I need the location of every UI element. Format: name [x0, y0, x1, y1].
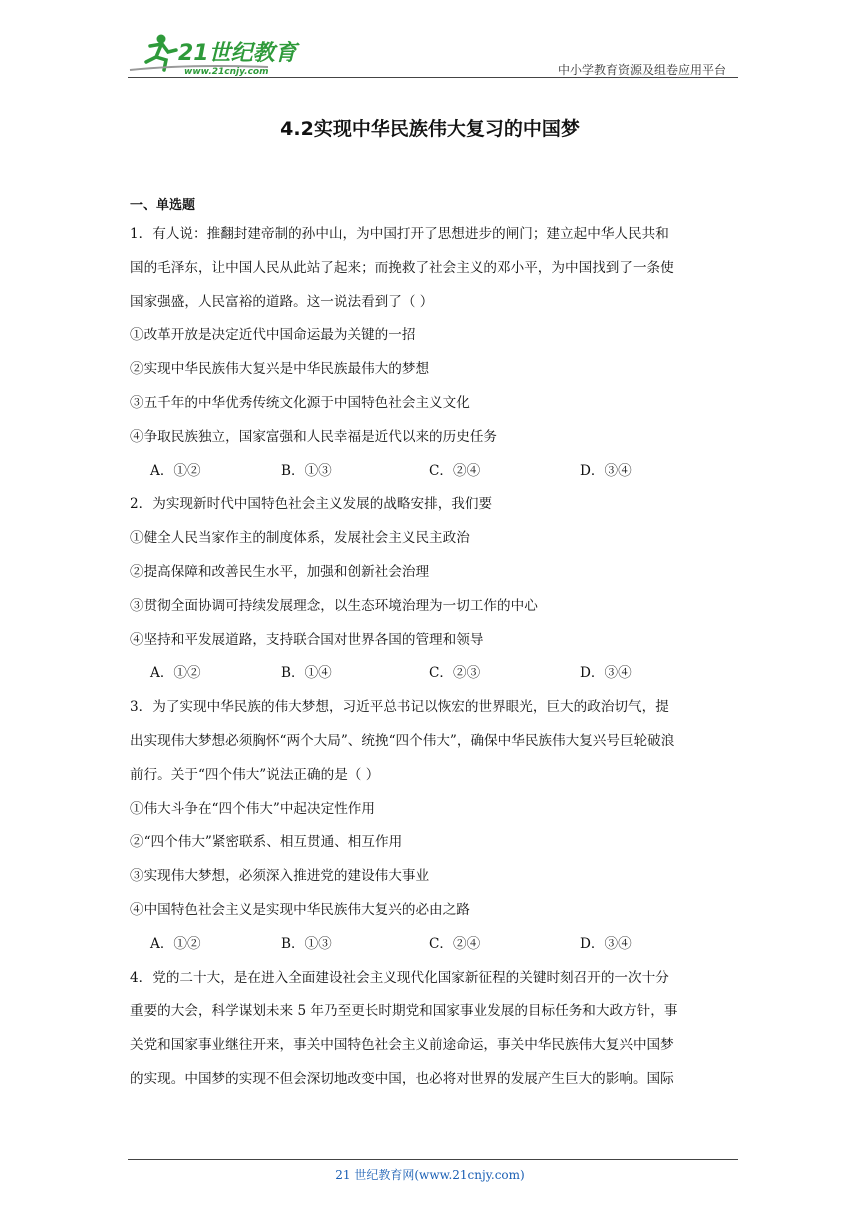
option-d: D．③④	[580, 665, 632, 682]
svg-text:21世纪教育: 21世纪教育	[178, 41, 297, 66]
option-b: B．①③	[281, 462, 332, 479]
question-text: 4．党的二十大，是在进入全面建设社会主义现代化国家新征程的关键时刻召开的一次十分	[130, 969, 669, 986]
option-c: C．②③	[429, 665, 481, 682]
question-text: 前行。关于“四个伟大”说法正确的是（ ）	[130, 766, 380, 783]
logo-21cnjy	[128, 30, 308, 76]
option-d: D．③④	[580, 935, 632, 952]
statement: ②实现中华民族伟大复兴是中华民族最伟大的梦想	[130, 361, 430, 378]
question-3	[130, 691, 730, 961]
option-a: A．①②	[150, 935, 201, 952]
question-text: 出实现伟大梦想必须胸怀“两个大局”、统挽“四个伟大”，确保中华民族伟大复兴号巨轮破浪	[130, 732, 675, 749]
answer-options	[130, 455, 730, 489]
statement: ③五千年的中华优秀传统文化源于中国特色社会主义文化	[130, 394, 470, 411]
option-b: B．①③	[281, 935, 332, 952]
platform-name: 中小学教育资源及组卷应用平台	[557, 63, 726, 77]
statement: ①伟大斗争在“四个伟大”中起决定性作用	[130, 800, 375, 817]
question-text: 国的毛泽东，让中国人民从此站了起来；而挽救了社会主义的邓小平，为中国找到了一条使	[130, 259, 674, 276]
answer-options	[130, 657, 730, 691]
option-b: B．①④	[281, 665, 332, 682]
question-1	[130, 218, 730, 488]
section-heading: 一、单选题	[130, 198, 196, 213]
header-divider	[128, 77, 738, 78]
option-c: C．②④	[429, 935, 481, 952]
statement: ②“四个伟大”紧密联系、相互贯通、相互作用	[130, 834, 403, 851]
page-header	[128, 30, 738, 78]
svg-text:www.21cnjy.com: www.21cnjy.com	[184, 67, 269, 76]
option-c: C．②④	[429, 462, 481, 479]
question-text: 重要的大会，科学谋划未来 5 年乃至更长时期党和国家事业发展的目标任务和大政方针，事	[130, 1003, 678, 1020]
answer-options	[130, 928, 730, 962]
statement: ①改革开放是决定近代中国命运最为关键的一招	[130, 327, 416, 344]
question-text: 的实现。中国梦的实现不但会深切地改变中国，也必将对世界的发展产生巨大的影响。国际	[130, 1070, 674, 1087]
question-4	[130, 962, 730, 1097]
question-text: 2．为实现新时代中国特色社会主义发展的战略安排，我们要	[130, 496, 493, 513]
option-a: A．①②	[150, 462, 201, 479]
question-text: 国家强盛，人民富裕的道路。这一说法看到了（ ）	[130, 293, 434, 310]
question-text: 关党和国家事业继往开来，事关中国特色社会主义前途命运，事关中华民族伟大复兴中国梦	[130, 1037, 674, 1054]
option-a: A．①②	[150, 665, 201, 682]
statement: ④中国特色社会主义是实现中华民族伟大复兴的必由之路	[130, 901, 470, 918]
footer-divider	[128, 1159, 738, 1160]
statement: ②提高保障和改善民生水平，加强和创新社会治理	[130, 563, 430, 580]
statement: ④争取民族独立，国家富强和人民幸福是近代以来的历史任务	[130, 428, 498, 445]
statement: ③实现伟大梦想，必须深入推进党的建设伟大事业	[130, 868, 430, 885]
option-d: D．③④	[580, 462, 632, 479]
page-title: 4.2实现中华民族伟大复习的中国梦	[280, 118, 580, 140]
question-text: 3．为了实现中华民族的伟大梦想，习近平总书记以恢宏的世界眼光，巨大的政治切气，提	[130, 699, 669, 716]
question-content	[130, 196, 730, 1097]
statement: ①健全人民当家作主的制度体系，发展社会主义民主政治	[130, 530, 470, 547]
question-text: 1．有人说：推翻封建帝制的孙中山，为中国打开了思想进步的闸门；建立起中华人民共和	[130, 226, 669, 242]
statement: ③贯彻全面协调可持续发展理念，以生态环境治理为一切工作的中心	[130, 597, 538, 614]
footer-link[interactable]: 21 世纪教育网(www.21cnjy.com)	[335, 1168, 525, 1182]
statement: ④坚持和平发展道路，支持联合国对世界各国的管理和领导	[130, 631, 484, 648]
question-2	[130, 488, 730, 691]
